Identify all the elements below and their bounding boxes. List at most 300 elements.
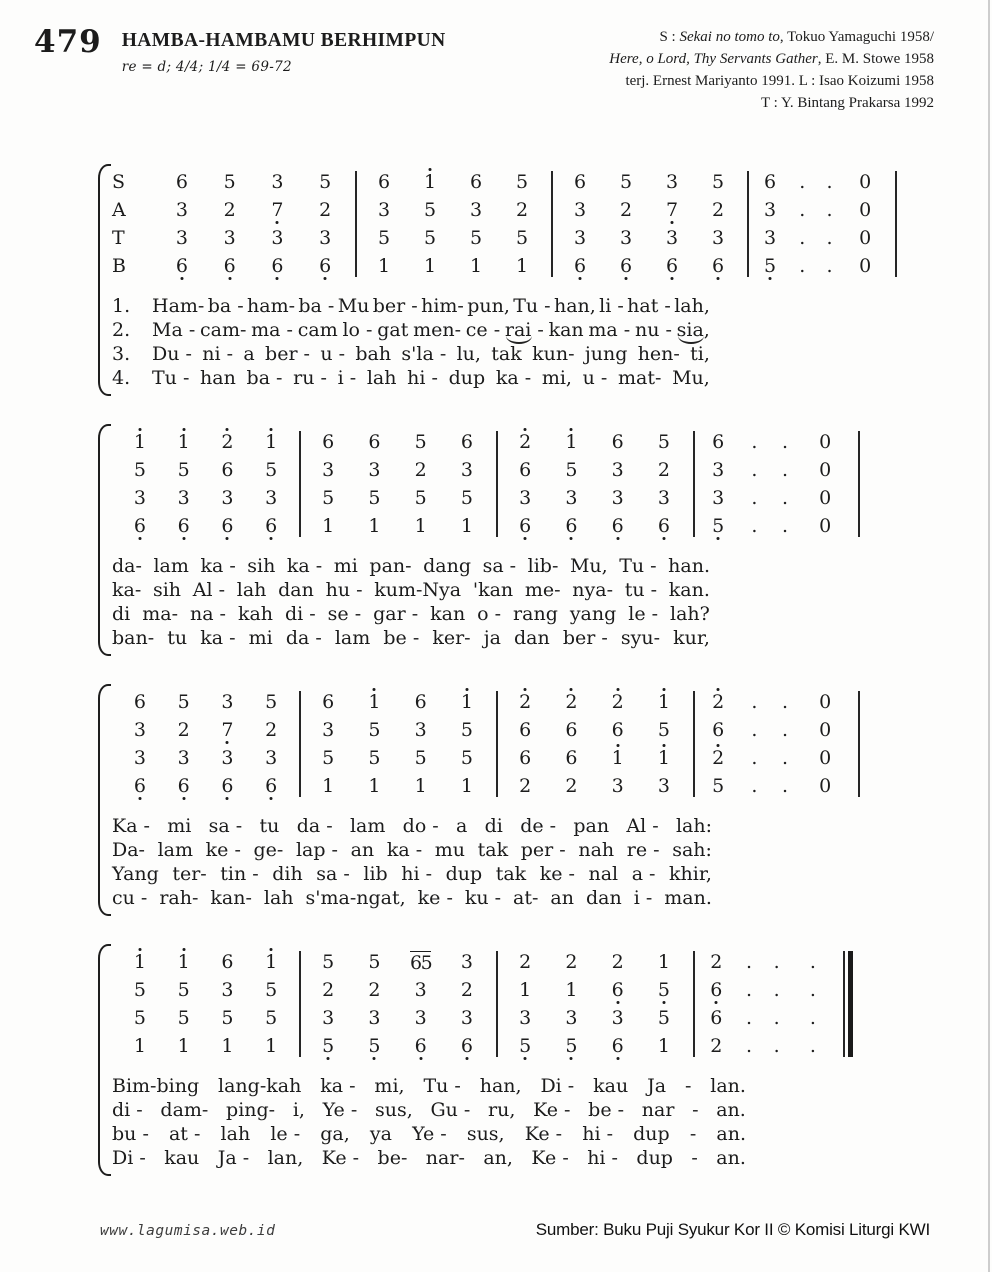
lyric-syllable: tu - xyxy=(624,579,658,601)
beat-cell xyxy=(772,431,799,453)
note: 6 xyxy=(322,431,335,453)
beat-cell xyxy=(595,515,641,537)
note: 2 xyxy=(515,199,529,221)
note: 5 xyxy=(414,747,427,769)
low-octave-dot xyxy=(276,277,279,280)
lyric-syllable: mu xyxy=(434,839,466,861)
beat-cell xyxy=(162,459,206,481)
note: 6 xyxy=(620,256,632,276)
lyric-syllable: lah xyxy=(220,1123,251,1145)
note: 5 xyxy=(460,487,473,509)
measure xyxy=(299,775,496,797)
note: 3 xyxy=(573,199,587,221)
note: 1 xyxy=(460,775,473,797)
note: 2 xyxy=(565,775,578,797)
note: 3 xyxy=(271,227,284,249)
beat-cell xyxy=(502,719,548,741)
lyric-tokens xyxy=(112,626,710,650)
measure xyxy=(355,199,551,221)
barline xyxy=(299,691,301,797)
voice-row xyxy=(112,512,912,540)
lyric-syllable: pun, xyxy=(467,295,510,317)
lyric-syllable: sus, xyxy=(466,1123,505,1145)
note: 1 xyxy=(377,255,391,277)
system-bracket xyxy=(98,424,111,656)
note: 3 xyxy=(414,1007,427,1029)
note: 1 xyxy=(658,692,670,712)
measure xyxy=(112,487,299,509)
beat-cell xyxy=(841,171,889,193)
beat-cell xyxy=(787,227,818,249)
beat-cell xyxy=(305,1007,351,1029)
measure xyxy=(112,979,299,1001)
beat-cell xyxy=(158,171,206,193)
beat-cell xyxy=(206,951,250,973)
lyric-syllable: da - xyxy=(296,815,333,837)
beat-cell xyxy=(772,691,799,713)
note: 6 xyxy=(712,431,725,453)
lyric-syllable: u - xyxy=(582,367,608,389)
verse-number: 1. xyxy=(112,295,131,317)
note: 6 xyxy=(574,256,586,276)
measure xyxy=(152,227,355,249)
beat-cell xyxy=(502,747,548,769)
measure xyxy=(693,951,843,973)
beat-cell xyxy=(548,1007,594,1029)
low-octave-dot xyxy=(625,277,628,280)
rest-note: 0 xyxy=(859,227,872,249)
lyric-syllable: nya- xyxy=(572,579,613,601)
beat-cell xyxy=(737,691,771,713)
lyric-syllable: pan xyxy=(573,815,610,837)
note: 6 xyxy=(221,776,233,796)
note: 3 xyxy=(133,747,146,769)
duration-dot: . xyxy=(745,951,753,973)
note: 6 xyxy=(224,256,236,276)
low-octave-dot xyxy=(524,1057,527,1060)
rest-note: 0 xyxy=(819,431,832,453)
measure xyxy=(112,691,299,713)
note: 2 xyxy=(319,199,332,221)
lyric-syllable: - xyxy=(684,1075,692,1097)
note: 3 xyxy=(223,227,236,249)
system-end-barline xyxy=(843,951,845,1057)
beat-cell xyxy=(351,691,397,713)
note: 1 xyxy=(221,1035,234,1057)
note: 3 xyxy=(460,950,473,973)
low-octave-dot xyxy=(579,277,582,280)
note: 6 xyxy=(221,516,233,536)
barline xyxy=(693,691,695,797)
note: 2 xyxy=(712,748,724,768)
beat-cell xyxy=(595,1035,641,1057)
low-octave-dot xyxy=(715,1001,718,1004)
lyric-syllable: hu - xyxy=(325,579,363,601)
lyric-syllable: Ja - xyxy=(217,1147,250,1169)
high-octave-dot xyxy=(226,428,229,431)
lyric-syllable: de - xyxy=(520,815,557,837)
note: 3 xyxy=(221,747,234,769)
note: 1 xyxy=(265,432,277,452)
lyric-syllable: han xyxy=(200,367,236,389)
lyric-syllable: Ma - xyxy=(152,319,196,341)
lyric-syllable: - xyxy=(691,1147,698,1169)
lyric-syllable: an, xyxy=(483,1147,513,1169)
lyrics-area xyxy=(112,554,912,650)
credit-text: terj. Ernest Mariyanto 1991. L : Isao Koizumi 1958 xyxy=(625,73,934,89)
beat-cell xyxy=(305,459,351,481)
measure xyxy=(693,719,858,741)
beat-cell xyxy=(305,951,351,974)
beat-cell xyxy=(499,199,545,221)
beat-cell xyxy=(118,979,162,1001)
lyric-syllable: lah: xyxy=(675,815,712,837)
duration-dot: . xyxy=(826,199,833,221)
barline xyxy=(551,171,553,277)
lyric-syllable: bah xyxy=(355,343,392,365)
lyric-syllable: mi xyxy=(167,815,192,837)
beat-cell xyxy=(772,775,799,797)
beat-cell xyxy=(595,459,641,481)
note: 6 xyxy=(612,1036,624,1056)
note: 2 xyxy=(460,979,473,1001)
beat-cell xyxy=(789,951,837,973)
lyric-tokens xyxy=(112,1074,746,1098)
lyric-syllable: i, xyxy=(292,1099,305,1121)
beat-cell xyxy=(361,199,407,221)
beat-cell xyxy=(305,979,351,1001)
lyric-syllable: tin - xyxy=(220,863,259,885)
note: 1 xyxy=(322,515,335,537)
beat-cell xyxy=(206,459,250,481)
note: 3 xyxy=(221,979,234,1001)
lyric-syllable: him- xyxy=(421,295,464,317)
duration-dot: . xyxy=(751,775,758,797)
high-octave-dot xyxy=(270,428,273,431)
lyric-syllable: ka - xyxy=(200,555,236,577)
beat-cell xyxy=(444,719,490,741)
lyric-syllable: lib- xyxy=(527,555,559,577)
note: 3 xyxy=(712,487,725,509)
lyric-syllable: hi - xyxy=(401,863,433,885)
low-octave-dot xyxy=(662,537,665,540)
note: 2 xyxy=(519,951,532,973)
low-octave-dot xyxy=(570,537,573,540)
lyric-syllable: ma - xyxy=(588,319,631,341)
note: 1 xyxy=(424,172,436,192)
credit-text: , Tokuo Yamaguchi 1958/ xyxy=(779,29,934,45)
lyric-line xyxy=(112,342,912,366)
lyric-syllable: an. xyxy=(716,1147,746,1169)
low-octave-dot xyxy=(616,1001,619,1004)
beat-cell xyxy=(162,775,206,797)
lyric-syllable: lam xyxy=(349,815,386,837)
credit-text: Here, o Lord, Thy Servants Gather xyxy=(609,51,818,67)
duration-dot: . xyxy=(782,515,789,537)
low-octave-dot xyxy=(180,277,183,280)
note: 6 xyxy=(221,459,234,481)
measure xyxy=(747,171,895,193)
beat-cell xyxy=(548,459,594,481)
beat-cell xyxy=(765,1007,789,1029)
lyric-syllable: gat xyxy=(377,319,409,341)
beat-cell xyxy=(444,487,490,509)
beat-cell xyxy=(818,255,842,277)
beat-cell xyxy=(398,1035,444,1057)
lyric-syllable: mi, xyxy=(374,1075,405,1097)
beat-cell xyxy=(734,1035,765,1057)
measure xyxy=(747,199,895,221)
beat-cell xyxy=(818,227,842,249)
measure xyxy=(112,1035,299,1057)
beat-cell xyxy=(301,171,349,193)
lyric-line xyxy=(112,1122,912,1146)
beat-cell xyxy=(699,1007,734,1029)
lyric-syllable: ti, xyxy=(690,343,710,365)
credit-line xyxy=(609,92,934,114)
beat-cell xyxy=(361,255,407,277)
duration-dot: . xyxy=(773,1007,780,1029)
duration-dot: . xyxy=(782,487,789,509)
note: 6 xyxy=(710,1007,723,1029)
note: 7 xyxy=(221,720,233,740)
note: 6 xyxy=(611,431,624,453)
beat-cell xyxy=(603,199,649,221)
lyric-syllable: Tu - xyxy=(513,295,551,317)
lyric-syllable: ba - xyxy=(246,367,283,389)
note: 2 xyxy=(710,951,723,973)
beat-cell xyxy=(398,691,444,713)
lyric-syllable: kur, xyxy=(673,627,710,649)
lyric-syllable: Ye - xyxy=(412,1123,447,1145)
beat-cell xyxy=(699,691,737,713)
note: 3 xyxy=(611,487,624,509)
lyric-syllable: at - xyxy=(168,1123,201,1145)
beat-cell xyxy=(361,227,407,249)
beat-cell xyxy=(798,431,852,453)
lyric-syllable: nal xyxy=(588,863,619,885)
beat-cell xyxy=(695,171,741,193)
note: 5 xyxy=(711,171,725,193)
high-octave-dot xyxy=(616,744,619,747)
low-octave-dot xyxy=(616,537,619,540)
rest-note: 0 xyxy=(859,199,872,221)
beat-cell xyxy=(249,515,293,537)
beat-cell xyxy=(162,951,206,973)
beat-cell xyxy=(162,487,206,509)
beat-cell xyxy=(595,431,641,453)
note: 5 xyxy=(223,171,236,193)
measure xyxy=(152,199,355,221)
measure xyxy=(299,951,496,974)
note: 5 xyxy=(265,979,278,1001)
lyric-syllable: kau xyxy=(164,1147,200,1169)
note: 1 xyxy=(461,692,473,712)
beat-cell xyxy=(818,171,842,193)
barline xyxy=(496,951,498,1057)
lyric-syllable: dup xyxy=(448,367,486,389)
duration-dot: . xyxy=(751,431,758,453)
measure xyxy=(112,459,299,481)
lyric-syllable: tak xyxy=(495,863,527,885)
note: 6 xyxy=(612,516,624,536)
beat-cell xyxy=(162,1007,206,1029)
voice-label: B xyxy=(112,255,126,277)
beat-cell xyxy=(548,515,594,537)
low-octave-dot xyxy=(226,741,229,744)
note: 1 xyxy=(368,775,381,797)
duration-dot: . xyxy=(745,1035,753,1057)
voice-label: T xyxy=(112,227,125,249)
lyric-syllable: re - xyxy=(626,839,660,861)
note: 5 xyxy=(712,516,724,536)
note: 3 xyxy=(368,459,381,481)
note: 6 xyxy=(565,516,577,536)
beat-cell xyxy=(301,227,349,249)
high-octave-dot xyxy=(465,688,468,691)
system-bracket xyxy=(98,944,111,1176)
beat-cell xyxy=(305,515,351,537)
note: 3 xyxy=(271,171,284,193)
lyric-tokens xyxy=(152,294,710,318)
lyric-syllable: do - xyxy=(402,815,439,837)
note: 6 xyxy=(319,256,331,276)
low-octave-dot xyxy=(419,1057,422,1060)
note: 5 xyxy=(265,459,278,481)
measure xyxy=(299,515,496,537)
title-block xyxy=(122,26,446,75)
note: 2 xyxy=(368,979,381,1001)
beat-cell xyxy=(162,747,206,769)
measure xyxy=(299,487,496,509)
lyric-syllable: sah: xyxy=(672,839,712,861)
page-footer xyxy=(100,1220,930,1240)
lyric-syllable: an xyxy=(350,839,375,861)
voice-row xyxy=(112,428,912,456)
lyric-line xyxy=(112,814,912,838)
lyric-syllable: - xyxy=(689,1123,697,1145)
note: 6 xyxy=(221,951,234,973)
lyric-syllable: sa - xyxy=(482,555,517,577)
voice-label: A xyxy=(112,199,126,221)
beat-cell xyxy=(695,227,741,249)
beat-cell xyxy=(398,979,444,1001)
beat-cell xyxy=(699,431,737,453)
note: 1 xyxy=(414,775,427,797)
duration-dot: . xyxy=(809,979,816,1001)
note: 2 xyxy=(519,775,532,797)
note: 1 xyxy=(368,515,381,537)
note: 5 xyxy=(565,1036,577,1056)
lyric-syllable: tak xyxy=(491,343,522,365)
measure xyxy=(355,227,551,249)
note: 3 xyxy=(377,199,391,221)
lyric-syllable: yang xyxy=(569,603,617,625)
lyric-syllable: an. xyxy=(716,1099,746,1121)
low-octave-dot xyxy=(717,537,720,540)
beat-cell xyxy=(548,951,594,973)
lyric-syllable: ker- xyxy=(432,627,471,649)
measure xyxy=(112,515,299,537)
lyric-syllable: cam xyxy=(297,319,338,341)
note: 2 xyxy=(223,199,236,221)
verse-number: 4. xyxy=(112,367,131,389)
beat-cell xyxy=(118,775,162,797)
note: 6 xyxy=(565,747,578,769)
lyric-syllable: kan xyxy=(430,603,466,625)
high-octave-dot xyxy=(662,688,665,691)
lyric-syllable: tu xyxy=(167,627,188,649)
lyric-tokens xyxy=(112,602,710,626)
duration-dot: . xyxy=(809,951,816,973)
lyric-tokens xyxy=(112,862,712,886)
music-systems xyxy=(112,168,992,1170)
note: 2 xyxy=(519,692,531,712)
beat-cell xyxy=(118,1007,162,1029)
note: 2 xyxy=(712,692,724,712)
lyric-syllable: hat - xyxy=(627,295,671,317)
rest-note: 0 xyxy=(819,747,832,769)
high-octave-dot xyxy=(138,428,141,431)
note: 5 xyxy=(368,747,381,769)
note: 2 xyxy=(519,432,531,452)
note: 5 xyxy=(469,227,483,249)
credit-text: Sekai no tomo to xyxy=(679,29,780,45)
note: 3 xyxy=(460,1007,473,1029)
lyric-syllable: li - xyxy=(599,295,624,317)
high-octave-dot xyxy=(429,168,432,171)
low-octave-dot xyxy=(465,1057,468,1060)
lyrics-area xyxy=(112,814,912,910)
song-number: 479 xyxy=(34,24,102,60)
note: 3 xyxy=(177,747,190,769)
lyric-syllable: ter- xyxy=(172,863,207,885)
note: 3 xyxy=(469,199,483,221)
footer-source: Sumber: Buku Puji Syukur Kor II © Komisi Liturgi KWI xyxy=(535,1220,930,1239)
note: 5 xyxy=(322,1036,334,1056)
beat-cell xyxy=(595,719,641,741)
note: 5 xyxy=(460,747,473,769)
lyric-syllable: dup xyxy=(636,1147,673,1169)
high-octave-dot xyxy=(270,948,273,951)
measure xyxy=(299,979,496,1001)
note: 5 xyxy=(764,256,776,276)
high-octave-dot xyxy=(717,744,720,747)
lyric-syllable: ge- xyxy=(253,839,284,861)
voice-row xyxy=(112,948,912,976)
lyric-syllable: le - xyxy=(270,1123,301,1145)
note: 5 xyxy=(519,1036,531,1056)
measure xyxy=(299,1007,496,1029)
beat-cell xyxy=(453,199,499,221)
measure xyxy=(693,1035,843,1057)
beat-cell xyxy=(249,951,293,973)
beat-cell xyxy=(118,719,162,741)
beat-cell xyxy=(548,487,594,509)
low-octave-dot xyxy=(570,1057,573,1060)
beat-cell xyxy=(699,459,737,481)
beat-cell xyxy=(737,431,771,453)
note: 1 xyxy=(565,979,578,1001)
beat-cell xyxy=(249,459,293,481)
note: 6 xyxy=(612,980,624,1000)
measure xyxy=(551,227,747,249)
note: 5 xyxy=(368,950,381,973)
measure xyxy=(112,1007,299,1029)
beat-cell xyxy=(737,775,771,797)
beat-cell xyxy=(118,747,162,769)
duration-dot: . xyxy=(799,255,806,277)
